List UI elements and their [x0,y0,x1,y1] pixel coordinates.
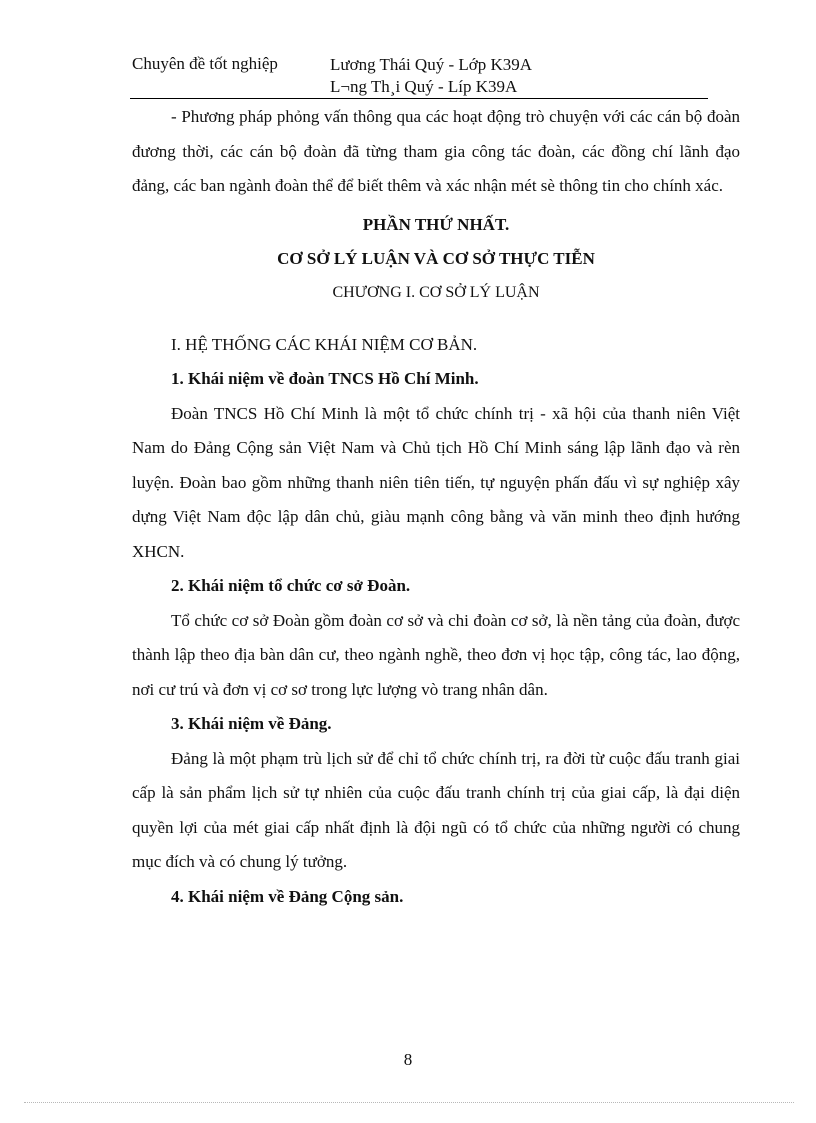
concept-heading-4: 4. Khái niệm về Đảng Cộng sản. [171,886,404,906]
concept-heading-2: 2. Khái niệm tổ chức cơ sở Đoàn. [171,576,411,595]
concept-text-2: Tổ chức cơ sở Đoàn gồm đoàn cơ sở và chi đoàn cơ sở, là nền tảng của đoàn, được thành lập theo địa bàn dân cư, theo ngành nghề, theo đơn vị học tập, công tác, lao động, nơi cư trú và đơn vị cơ sơ trong lực lượng vò trang nhân dân. [132,610,740,699]
part-title: PHẦN THỨ NHẤT. [362,214,510,234]
header-document-type: Chuyên đề tốt nghiệp [132,54,278,73]
page-number: 8 [403,1050,413,1069]
header-author-line1: Lương Thái Quý - Lớp K39A [330,55,533,74]
page-bottom-border [24,1102,794,1103]
concept-text-3: Đảng là một phạm trù lịch sử để chỉ tổ chức chính trị, ra đời từ cuộc đấu tranh giai cấp là sản phẩm lịch sử tự nhiên của cuộc đấu tranh chính trị của giai cấp, là đại diện quyền lợi của mét giai cấp nhất định là đội ngũ có tổ chức của những người có chung mục đích và có chung lý tưởng. [132,748,740,871]
header-divider [130,98,708,99]
spacer [132,310,740,328]
header-author [330,54,532,98]
concept-heading-1: 1. Khái niệm về đoàn TNCS Hồ Chí Minh. [171,369,479,388]
part-subtitle: CƠ SỞ LÝ LUẬN VÀ CƠ SỞ THỰC TIỄN [277,248,595,268]
concept-heading-3: 3. Khái niệm về Đảng. [171,714,332,733]
intro-paragraph: - Phương pháp phỏng vấn thông qua các hoạt động trò chuyện với các cán bộ đoàn đương thời, các cán bộ đoàn đã từng tham gia công tác đoàn, các đồng chí lãnh đạo đảng, các ban ngành đoàn thể để biết thêm và xác nhận mét sè thông tin cho chính xác. [132,107,740,195]
section-title: I. HỆ THỐNG CÁC KHÁI NIỆM CƠ BẢN. [171,334,478,354]
header-author-line2: L¬ng Th¸i Quý - Líp K39A [330,77,518,96]
chapter-title: CHƯƠNG I. CƠ SỞ LÝ LUẬN [332,283,540,301]
concept-text-1: Đoàn TNCS Hồ Chí Minh là một tổ chức chính trị - xã hội của thanh niên Việt Nam do Đảng Cộng sản Việt Nam và Chủ tịch Hồ Chí Minh sáng lập lãnh đạo và rèn luyện. Đoàn bao gồm những thanh niên tiên tiến, tự nguyện phấn đấu vì sự nghiệp xây dựng Việt Nam độc lập dân chủ, giàu mạnh công bằng và văn minh theo định hướng XHCN. [132,403,740,561]
page-body [132,100,740,914]
